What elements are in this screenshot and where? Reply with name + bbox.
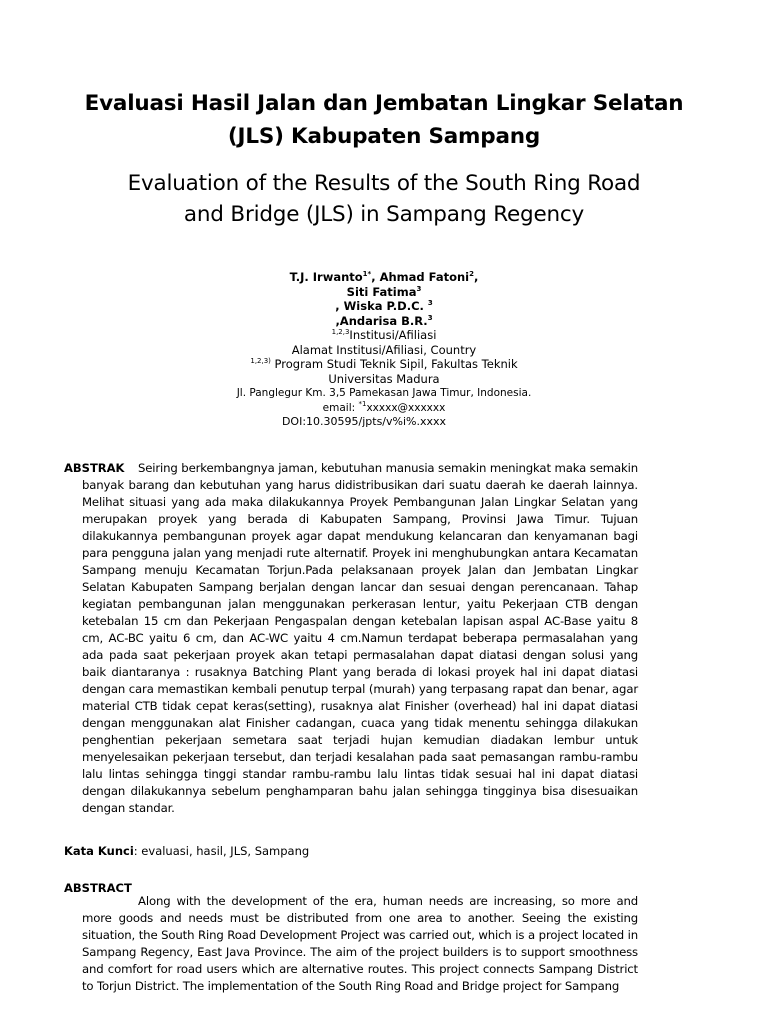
author-line-1: T.J. Irwanto$^{1*}$, Ahmad Fatoni$^2$, <box>289 270 479 284</box>
abstrak-heading: ABSTRAK <box>64 461 125 475</box>
keywords <box>64 844 309 858</box>
email-line: email: $^{*1}$xxxxx@xxxxxx <box>322 399 446 414</box>
author-line-2: Siti Fatima$^3$ <box>346 284 422 299</box>
title-english-line1: Evaluation of the Results of the South Ring Road <box>127 171 641 196</box>
abstract-heading: ABSTRACT <box>64 881 132 895</box>
author-line-3: , Wiska P.D.C. $^3$ <box>335 299 433 313</box>
abstrak-paragraph: Seiring berkembangnya jaman, kebutuhan manusia semakin meningkat maka semakin banyak barang dan kebutuhan yang harus didistribusikan dari suatu daerah ke daerah lainnya. Melihat situasi yang ada maka dilakukannya Proyek Pembangunan Jalan Lingkar Selatan yang merupakan proyek yang berada di Kabupaten Sampang, Provinsi Jawa Timur. Tujuan dilakukannya pembangunan proyek agar dapat mendukung kelancaran dan kenyamanan bagi para pengguna jalan yang menjadi rute alternatif. Proyek ini menghubungkan antara Kecamatan Sampang menuju Kecamatan Torjun.Pada pelaksanaan proyek Jalan dan Jembatan Lingkar Selatan Kabupaten Sampang berjalan dengan lancar dan sesuai dengan perencanaan. Tahap kegiatan pembangunan jalan menggunakan perkerasan lentur, yaitu Pekerjaan CTB dengan ketebalan 15 cm dan Pekerjaan Pengaspalan dengan ketebalan lapisan aspal AC-Base yaitu 8 cm, AC-BC yaitu 6 cm, dan AC-WC yaitu 4 cm.Namun terdapat beberapa permasalahan yang ada pada saat pekerjaan proyek akan tetapi permasalahan dapat diatasi dengan solusi yang baik diantaranya : rusaknya Batching Plant yang berada di lokasi proyek hal ini dapat diatasi dengan cara memastikan kembali penutup terpal (murah) yang terpasang rapat dan benar, agar material CTB tidak cepat keras(setting), rusaknya alat Finisher (overhead) hal ini dapat diatasi dengan menggunakan alat Finisher cadangan, cuaca yang tidak menentu sehingga dilakukan penghentian pekerjaan semetara saat terjadi hujan kemudian diadakan lembur untuk menyelesaikan pekerjaan tersebut, dan terjadi kesalahan pada saat pemasangan rambu-rambu lalu lintas sehingga tinggi standar rambu-rambu lalu lintas tidak sesuai hal ini dapat diatasi dengan dilakukannya sebelum penghamparan bahu jalan sehingga tingginya bisa disesuaikan dengan standar. <box>82 461 638 815</box>
abstract-body <box>82 893 638 995</box>
title-indonesian-line1: Evaluasi Hasil Jalan dan Jembatan Lingkar Selatan <box>84 91 684 116</box>
keywords-value: : evaluasi, hasil, JLS, Sampang <box>133 844 310 858</box>
title-english <box>60 168 708 230</box>
title-indonesian <box>60 87 708 153</box>
title-indonesian-line2: (JLS) Kabupaten Sampang <box>227 124 541 149</box>
abstrak-body <box>82 460 638 817</box>
doi-line: DOI:10.30595/jpts/v%i%.xxxx <box>281 415 447 428</box>
title-english-line2: and Bridge (JLS) in Sampang Regency <box>183 202 585 227</box>
affiliation-line-3: $^{1,2,3)}$ Program Studi Teknik Sipil, Fakultas Teknik <box>250 357 518 371</box>
author-line-4: ,Andarisa B.R.$^3$ <box>335 313 433 328</box>
affiliation-address: Jl. Panglegur Km. 3,5 Pamekasan Jawa Timur, Indonesia. <box>236 387 532 399</box>
abstract-paragraph: Along with the development of the era, human needs are increasing, so more and more goods and needs must be distributed from one area to another. Seeing the existing situation, the South Ring Road Development Project was carried out, which is a project located in Sampang Regency, East Java Province. The aim of the project builders is to support smoothness and comfort for road users which are alternative routes. This project connects Sampang District to Torjun District. The implementation of the South Ring Road and Bridge project for Sampang <box>82 894 638 993</box>
affiliation-line-4: Universitas Madura <box>328 371 440 386</box>
affiliation-line-1: $^{1,2,3}$Institusi/Afiliasi <box>331 328 437 342</box>
author-block <box>0 270 768 430</box>
affiliation-line-2: Alamat Institusi/Afiliasi, Country <box>291 342 477 357</box>
keywords-label: Kata Kunci <box>64 844 134 858</box>
